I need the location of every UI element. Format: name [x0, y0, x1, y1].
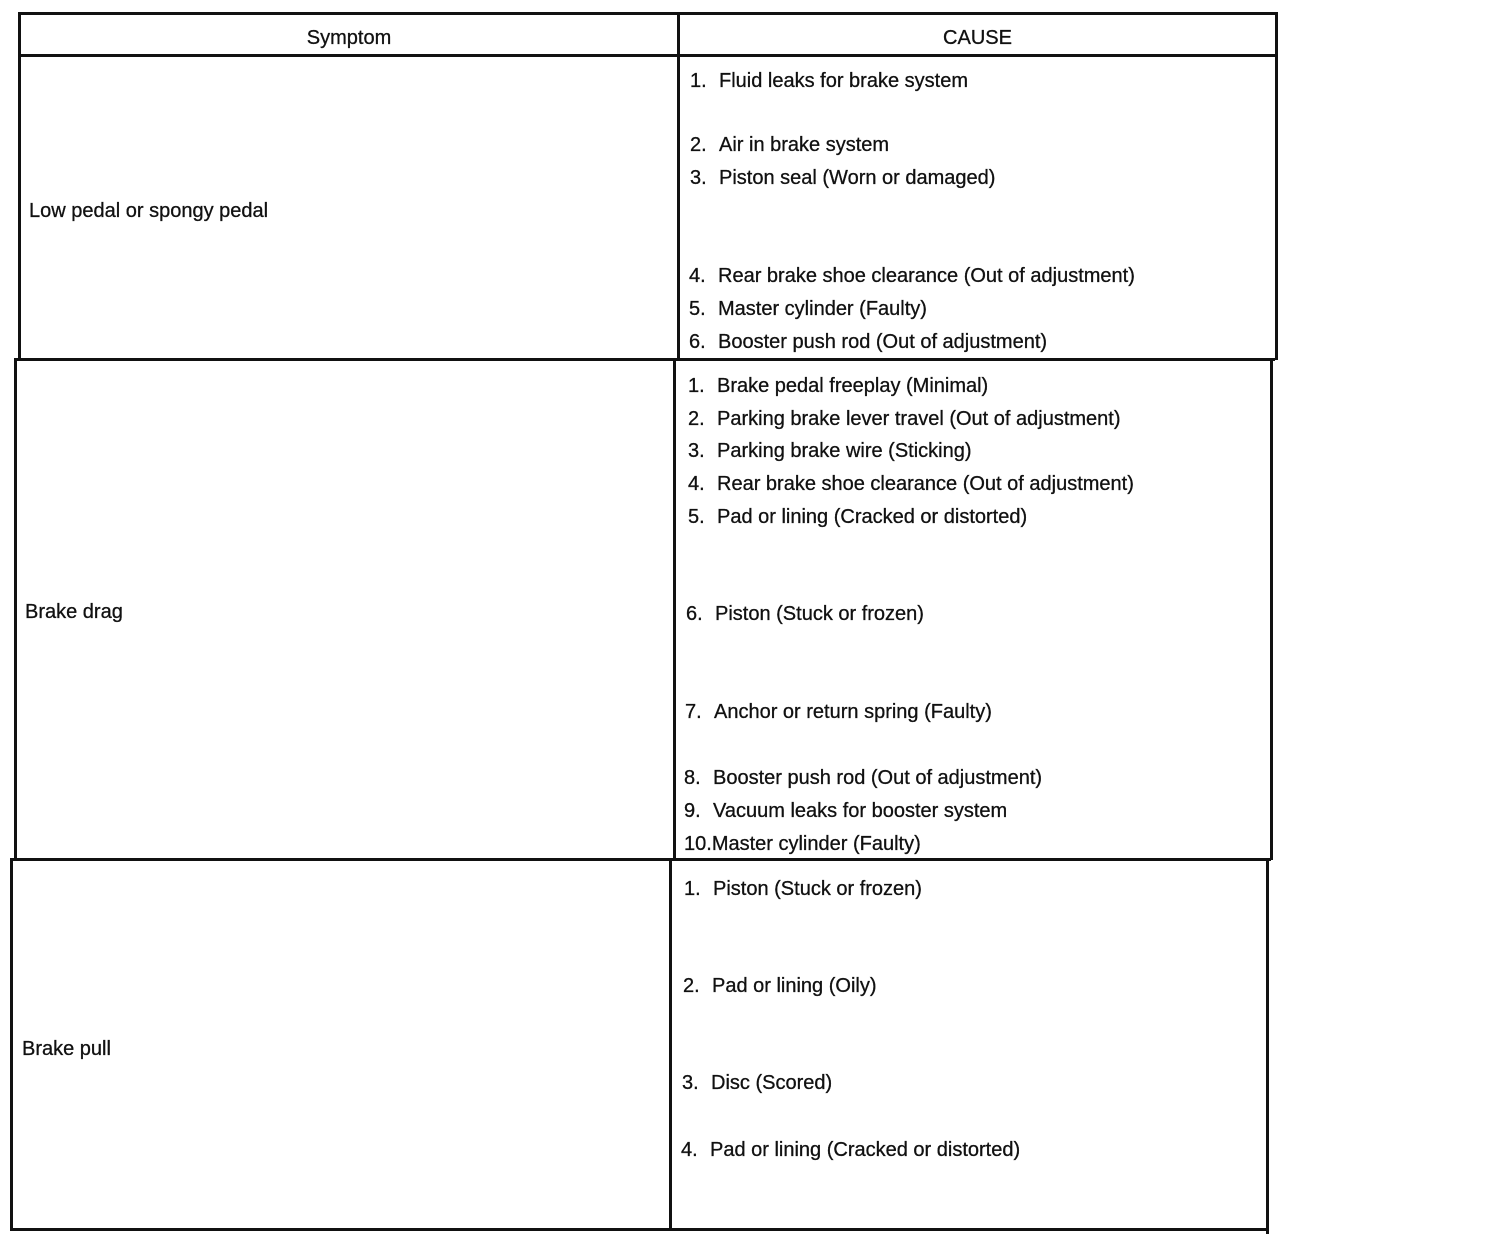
cause-text: Booster push rod (Out of adjustment)	[718, 331, 1048, 353]
symptom-cell: Low pedal or spongy pedal	[29, 200, 269, 222]
cause-text: Rear brake shoe clearance (Out of adjustment)	[717, 473, 1134, 495]
cause-item	[688, 473, 1134, 495]
row-divider-1	[17, 358, 1275, 361]
cause-text: Piston seal (Worn or damaged)	[719, 167, 996, 189]
cause-text: Master cylinder (Faulty)	[711, 833, 921, 855]
cause-number: 9.	[684, 800, 701, 822]
cause-item	[690, 70, 968, 92]
cause-number: 4.	[688, 473, 705, 495]
column-divider-seg2	[673, 358, 676, 860]
cause-header: CAUSE	[943, 27, 1012, 49]
cause-text: Piston (Stuck or frozen)	[713, 878, 922, 900]
cause-number: 3.	[690, 167, 707, 189]
cause-item	[690, 134, 889, 156]
cause-item	[690, 167, 995, 189]
column-divider-seg3	[669, 858, 672, 1231]
table-left-border-seg1	[18, 12, 21, 360]
cause-text: Pad or lining (Cracked or distorted)	[717, 506, 1028, 528]
cause-text: Anchor or return spring (Faulty)	[714, 701, 992, 723]
cause-text: Parking brake lever travel (Out of adjustment)	[717, 408, 1121, 430]
cause-number: 2.	[690, 134, 707, 156]
cause-text: Piston (Stuck or frozen)	[715, 603, 924, 625]
cause-text: Vacuum leaks for booster system	[713, 800, 1008, 822]
cause-text: Pad or lining (Cracked or distorted)	[710, 1139, 1021, 1161]
cause-item	[683, 975, 877, 997]
cause-number: 6.	[686, 603, 703, 625]
table-left-border-seg2	[14, 358, 17, 860]
symptom-cell: Brake pull	[22, 1038, 111, 1060]
table-top-border	[18, 12, 1278, 15]
cause-number: 10.	[684, 833, 712, 855]
cause-item	[685, 701, 992, 723]
cause-number: 5.	[688, 506, 705, 528]
cause-item	[689, 331, 1047, 353]
cause-number: 5.	[689, 298, 706, 320]
cause-text: Master cylinder (Faulty)	[718, 298, 927, 320]
cause-text: Pad or lining (Oily)	[712, 975, 877, 997]
cause-text: Brake pedal freeplay (Minimal)	[717, 375, 989, 397]
table-left-border-seg3	[10, 858, 13, 1231]
cause-number: 2.	[688, 408, 705, 430]
header-bottom-border	[18, 54, 1277, 57]
cause-item	[689, 298, 927, 320]
cause-text: Fluid leaks for brake system	[719, 70, 968, 92]
symptom-header: Symptom	[306, 27, 392, 49]
cause-item	[689, 265, 1135, 287]
table-bottom-border	[10, 1228, 1268, 1231]
cause-text: Booster push rod (Out of adjustment)	[713, 767, 1043, 789]
cause-item	[682, 1072, 832, 1094]
table-right-border-seg2	[1270, 358, 1273, 860]
cause-item	[684, 767, 1042, 789]
cause-number: 1.	[688, 375, 705, 397]
cause-item	[688, 375, 988, 397]
cause-item	[684, 800, 1007, 822]
cause-item	[684, 878, 922, 900]
cause-number: 3.	[682, 1072, 699, 1094]
cause-number: 8.	[684, 767, 701, 789]
cause-number: 1.	[690, 70, 707, 92]
cause-item	[688, 440, 972, 462]
cause-text: Disc (Scored)	[711, 1072, 833, 1094]
cause-item	[686, 603, 924, 625]
cause-number: 6.	[689, 331, 706, 353]
cause-text: Parking brake wire (Sticking)	[717, 440, 972, 462]
cause-number: 4.	[689, 265, 706, 287]
table-right-border-seg3	[1266, 858, 1269, 1234]
cause-number: 4.	[681, 1139, 698, 1161]
cause-number: 2.	[683, 975, 700, 997]
cause-number: 3.	[688, 440, 705, 462]
cause-number: 7.	[685, 701, 702, 723]
column-divider-seg1	[677, 12, 680, 360]
cause-item	[688, 408, 1121, 430]
table-right-border-seg1	[1275, 12, 1278, 360]
cause-item	[688, 506, 1027, 528]
cause-text: Rear brake shoe clearance (Out of adjustment)	[718, 265, 1135, 287]
cause-text: Air in brake system	[719, 134, 890, 156]
symptom-cell: Brake drag	[25, 601, 123, 623]
cause-item	[681, 1139, 1020, 1161]
row-divider-2	[13, 858, 1271, 861]
cause-item	[684, 833, 921, 855]
cause-number: 1.	[684, 878, 701, 900]
